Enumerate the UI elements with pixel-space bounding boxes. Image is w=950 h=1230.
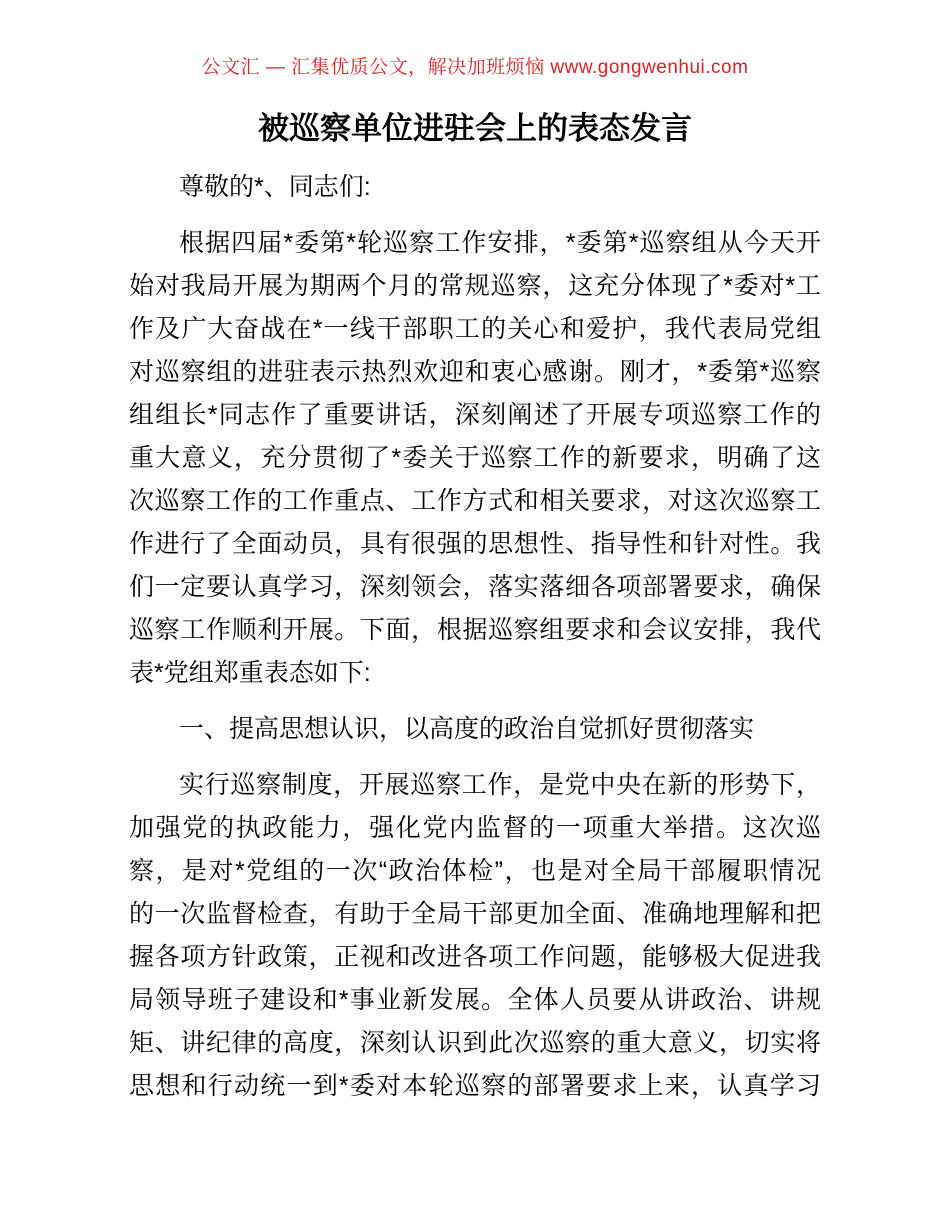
paragraph bbox=[129, 764, 821, 1108]
text-line: 加强党的执政能力，强化党内监督的一项重大举措。这次巡 bbox=[129, 814, 821, 842]
text-line: 尊敬的*、同志们: bbox=[179, 173, 371, 201]
paragraph bbox=[129, 222, 821, 695]
document-title: 被巡察单位进驻会上的表态发言 bbox=[258, 111, 692, 146]
section-heading bbox=[129, 708, 821, 751]
text-line: 根据四届*委第*轮巡察工作安排，*委第*巡察组从今天开 bbox=[179, 229, 821, 257]
text-line: 思想和行动统一到*委对本轮巡察的部署要求上来，认真学习 bbox=[129, 1072, 821, 1100]
text-line: 巡察工作顺利开展。下面，根据巡察组要求和会议安排，我代 bbox=[129, 616, 821, 644]
text-line: 们一定要认真学习，深刻领会，落实落细各项部署要求，确保 bbox=[129, 573, 821, 601]
text-line: 作及广大奋战在*一线干部职工的关心和爱护，我代表局党组 bbox=[129, 315, 821, 343]
site-watermark: 公文汇 — 汇集优质公文，解决加班烦恼 www.gongwenhui.com bbox=[201, 57, 749, 78]
text-line: 局领导班子建设和*事业新发展。全体人员要从讲政治、讲规 bbox=[129, 986, 821, 1014]
text-line: 实行巡察制度，开展巡察工作，是党中央在新的形势下， bbox=[179, 771, 821, 799]
text-line: 组组长*同志作了重要讲话，深刻阐述了开展专项巡察工作的 bbox=[129, 401, 821, 429]
text-line: 表*党组郑重表态如下: bbox=[129, 659, 371, 687]
document-body bbox=[129, 166, 821, 1108]
text-line: 作进行了全面动员，具有很强的思想性、指导性和针对性。我 bbox=[129, 530, 821, 558]
text-line: 察，是对*党组的一次“政治体检”，也是对全局干部履职情况 bbox=[129, 857, 821, 885]
text-line: 次巡察工作的工作重点、工作方式和相关要求，对这次巡察工 bbox=[129, 487, 821, 515]
text-line: 的一次监督检查，有助于全局干部更加全面、准确地理解和把 bbox=[129, 900, 821, 928]
paragraph bbox=[129, 166, 821, 209]
text-line: 一、提高思想认识，以高度的政治自觉抓好贯彻落实 bbox=[179, 715, 755, 743]
text-line: 重大意义，充分贯彻了*委关于巡察工作的新要求，明确了这 bbox=[129, 444, 821, 472]
text-line: 矩、讲纪律的高度，深刻认识到此次巡察的重大意义，切实将 bbox=[129, 1029, 821, 1057]
text-line: 对巡察组的进驻表示热烈欢迎和衷心感谢。刚才，*委第*巡察 bbox=[129, 358, 821, 386]
text-line: 握各项方针政策，正视和改进各项工作问题，能够极大促进我 bbox=[129, 943, 821, 971]
text-line: 始对我局开展为期两个月的常规巡察，这充分体现了*委对*工 bbox=[129, 272, 821, 300]
